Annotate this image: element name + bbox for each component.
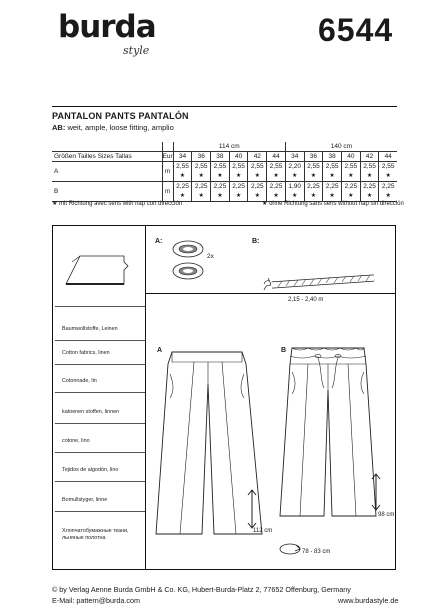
view-cell: A <box>52 162 162 182</box>
amount-cell: 2,25 ★ <box>173 182 192 202</box>
amount-cell: 2,55 ★ <box>304 162 323 182</box>
length-b: 98 cm <box>378 512 395 518</box>
length-arrow-a-icon <box>246 488 258 530</box>
size-cell: 44 <box>267 152 286 162</box>
amount-cell: 2,25 ★ <box>192 182 211 202</box>
eur-label: Eur <box>162 153 173 160</box>
brand-logo: burda <box>58 9 156 45</box>
amount-cell: 2,25 ★ <box>248 182 267 202</box>
width-header-140: 140 cm <box>285 142 397 152</box>
width-header-114: 114 cm <box>173 142 285 152</box>
notion-label-a: A: <box>155 238 163 245</box>
table-row <box>52 162 397 182</box>
website-url: www.burdastyle.de <box>338 596 399 605</box>
fabric-text-es: Tejidos de algodón, lino <box>62 467 119 473</box>
eyelet-quantity: 2x <box>207 253 214 260</box>
fabric-divider <box>55 511 145 512</box>
amount-cell: 2,55 ★ <box>379 162 397 182</box>
size-cell: 38 <box>211 152 230 162</box>
unit-cell: m <box>162 182 173 202</box>
pattern-number: 6544 <box>318 12 394 48</box>
amount-cell: 2,55 ★ <box>323 162 342 182</box>
amount-cell: 2,55 ★ <box>192 162 211 182</box>
amount-cell: 2,55 ★ <box>173 162 192 182</box>
size-cell: 34 <box>173 152 192 162</box>
without-nap-star-icon: ★ <box>262 201 268 207</box>
view-description: weit, ample, loose fitting, amplio <box>67 123 174 132</box>
size-cell: 44 <box>379 152 397 162</box>
figure-label-b: B <box>281 347 287 354</box>
with-nap-note: ★ mit Richtung avec sens with nap con dirección <box>52 201 183 207</box>
size-cell: 38 <box>323 152 342 162</box>
fabric-text-fr: Cotonnade, lin <box>62 378 97 384</box>
size-cell: 34 <box>285 152 304 162</box>
waist-measurement: 78 - 83 cm <box>302 549 331 555</box>
fabric-divider <box>55 364 145 365</box>
size-cell: 40 <box>229 152 248 162</box>
fabric-text-nl: katoenen stoffen, linnen <box>62 409 120 415</box>
copyright-text: © by Verlag Aenne Burda GmbH & Co. KG, Hubert-Burda-Platz 2, 77652 Offenburg, Germany <box>52 585 351 594</box>
amount-cell: 2,20 ★ <box>285 162 304 182</box>
fabric-text-de: Baumwollstoffe, Leinen <box>62 326 118 332</box>
cord-icon <box>262 268 382 296</box>
table-row <box>52 182 397 202</box>
frame-divider-vertical <box>145 225 146 570</box>
brand-logo-sub: style <box>123 44 150 57</box>
figure-label-a: A <box>157 347 163 354</box>
amount-cell: 2,55 ★ <box>360 162 379 182</box>
view-cell: B <box>52 182 162 202</box>
size-cell: 40 <box>341 152 360 162</box>
amount-cell: 2,25 ★ <box>323 182 342 202</box>
fabric-divider <box>55 423 145 424</box>
amount-cell: 2,55 ★ <box>211 162 230 182</box>
amount-cell: 2,25 ★ <box>267 182 286 202</box>
fabric-text-it: cotone, lino <box>62 438 90 444</box>
amount-cell: 2,25 ★ <box>304 182 323 202</box>
view-label: AB: <box>52 123 66 132</box>
fabric-divider <box>55 340 145 341</box>
amount-cell: 1,90 ★ <box>285 182 304 202</box>
email-text: E-Mail: pattern@burda.com <box>52 596 140 605</box>
unit-cell: m <box>162 162 173 182</box>
fabric-text-ru: Хлопчатобумажные ткани, льняные полотна <box>62 528 129 541</box>
amount-cell: 2,25 ★ <box>229 182 248 202</box>
garment-subtitle <box>52 123 174 132</box>
table-cell <box>162 142 173 152</box>
amount-cell: 2,55 ★ <box>267 162 286 182</box>
length-a: 112 cm <box>253 528 273 534</box>
pants-b-drawing <box>278 344 378 530</box>
amount-cell: 2,25 ★ <box>360 182 379 202</box>
length-arrow-b-icon <box>370 472 382 512</box>
amount-cell: 2,55 ★ <box>341 162 360 182</box>
fabric-divider <box>55 481 145 482</box>
without-nap-note: ★ ohne Richtung sans sens without nap sin dirección <box>262 201 404 207</box>
size-label: Größen Tailles Sizes Tallas <box>52 152 162 162</box>
size-cell: 36 <box>304 152 323 162</box>
with-nap-star-icon: ★ <box>52 201 58 207</box>
waist-measure-icon <box>278 541 302 557</box>
garment-title: PANTALON PANTS PANTALÓN <box>52 111 189 121</box>
fabric-divider <box>55 392 145 393</box>
eyelet-icon <box>170 238 206 284</box>
fabric-divider <box>55 306 145 307</box>
cord-length: 2,15 - 2,40 m <box>288 297 324 303</box>
amount-cell: 2,25 ★ <box>379 182 397 202</box>
fabric-text-sv: Bomullstyger, linne <box>62 497 108 503</box>
fabric-swatch-icon <box>62 248 132 290</box>
size-cell: 42 <box>360 152 379 162</box>
table-row <box>52 152 397 162</box>
fabric-requirements-table <box>52 142 397 202</box>
notion-label-b: B: <box>252 238 260 245</box>
fabric-divider <box>55 452 145 453</box>
amount-cell: 2,25 ★ <box>211 182 230 202</box>
header-divider <box>52 106 397 107</box>
amount-cell: 2,25 ★ <box>341 182 360 202</box>
table-cell <box>52 142 162 152</box>
size-cell: 42 <box>248 152 267 162</box>
amount-cell: 2,55 ★ <box>248 162 267 182</box>
amount-cell: 2,55 ★ <box>229 162 248 182</box>
table-row <box>52 142 397 152</box>
fabric-text-en: Cotton fabrics, linen <box>62 350 110 356</box>
size-cell: 36 <box>192 152 211 162</box>
